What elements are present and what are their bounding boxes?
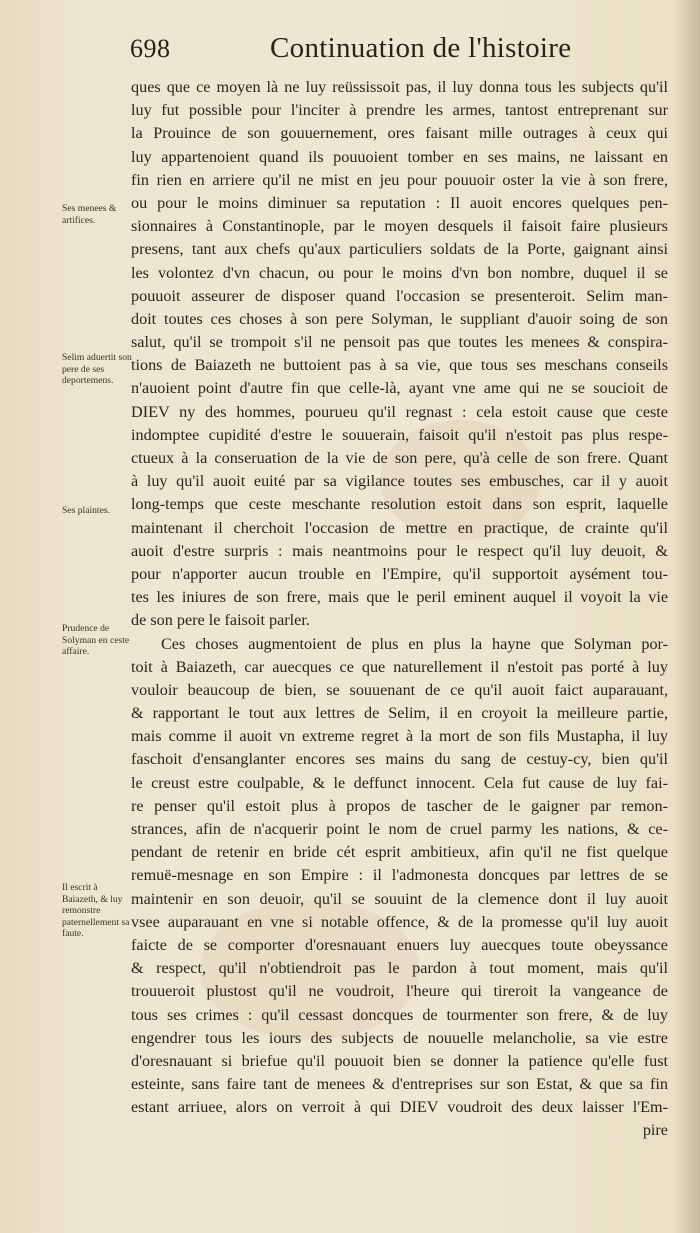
text-line: & respect, qu'il n'obtiendroit pas le pardon à tout moment, mais qu'il xyxy=(131,959,668,978)
text-line: maintenir en son deuoir, qu'il se souuint de la clemence dont il luy auoit xyxy=(131,889,668,908)
text-line: les volontez d'vn chacun, ou pour le moins d'vn bon nombre, duquel il se xyxy=(131,263,668,282)
text-line: n'auoient point d'autre fin que celle-là, ayant vne ame qui ne se soucioit de xyxy=(131,379,668,398)
text-line: luy fut possible pour l'inciter à prendre les armes, tantost entreprenant sur xyxy=(131,101,668,120)
text-line: estant arriuee, alors on verroit à qui DIEV voudroit des deux laisser l'Em- xyxy=(131,1098,668,1117)
running-title: Continuation de l'histoire xyxy=(270,32,572,64)
text-line: tes les iniures de son frere, mais que le peril eminent auquel il voyoit la vie xyxy=(131,588,668,607)
text-line: ou pour le moins diminuer sa reputation : Il auoit encores quelques pen- xyxy=(131,193,668,212)
margin-note: Ses menees & artifices. xyxy=(62,203,117,226)
margin-note: Il escrit à Baiazeth, & luy remonstre paternellement sa faute. xyxy=(62,882,130,939)
page-header xyxy=(130,34,675,74)
text-line: toit à Baiazeth, car auecques ce que naturellement il n'estoit pas porté à luy xyxy=(131,657,668,676)
text-line: à luy qu'il auoit euité par sa vigilance toutes ses embusches, car il y auoit xyxy=(131,472,668,491)
text-line: maintenant il cherchoit l'occasion de mettre en practique, de crainte qu'il xyxy=(131,518,668,537)
text-line: esteinte, sans faire tant de menees & d'entreprises sur son Estat, & que sa fin xyxy=(131,1075,668,1094)
margin-note: Selim aduertit son pere de ses deportemens. xyxy=(62,352,132,386)
text-line: presens, tant aux chefs qu'aux particuliers soldats de la Porte, gaignant ainsi xyxy=(131,240,668,259)
text-line: sionnaires à Constantinople, par le moyen desquels il faisoit faire plusieurs xyxy=(131,217,668,236)
text-line: fin rien en arriere qu'il ne mist en jeu pour pouuoir oster la vie à son frere, xyxy=(131,170,668,189)
text-line: mais comme il auoit vn extreme regret à la mort de son fils Mustapha, il luy xyxy=(131,727,668,746)
text-line: pouuoit asseurer de disposer quand l'occasion se presenteroit. Selim man- xyxy=(131,286,668,305)
text-line: tions de Baiazeth ne buttoient pas à sa vie, que tous ses meschans conseils xyxy=(131,356,668,375)
margin-notes xyxy=(0,0,130,1233)
margin-note: Prudence de Solyman en ceste affaire. xyxy=(62,623,130,657)
body-text xyxy=(131,76,668,1143)
page-number: 698 xyxy=(130,34,171,63)
text-line: vouloir beaucoup de bien, se souuenant de ce qu'il auoit faict auparauant, xyxy=(131,680,668,699)
text-line: de son pere le faisoit parler. xyxy=(131,611,310,630)
text-line: pendant de retenir en bride cét esprit ambitieux, afin qu'il ne fist quelque xyxy=(131,843,668,862)
text-line: trouueroit plustost qu'il ne voudroit, l'heure qui tireroit la vangeance de xyxy=(131,982,668,1001)
text-line: le creust estre coulpable, & le deffunct innocent. Cela fut cause de luy fai- xyxy=(131,773,668,792)
text-line: & rapportant le tout aux lettres de Selim, il en croyoit la meilleure partie, xyxy=(131,704,668,723)
text-line: pour n'apporter aucun trouble en l'Empire, qu'il supportoit aysément tou- xyxy=(131,564,668,583)
text-line: doit toutes ces choses à son pere Solyman, le suppliant d'auoir soing de son xyxy=(131,309,668,328)
margin-note: Ses plaintes. xyxy=(62,505,110,516)
text-line: vsee auparauant en vne si notable offence, & de la promesse qu'il luy auoit xyxy=(131,912,668,931)
text-line: faschoit d'ensanglanter encores ses mains du sang de cestuy-cy, bien qu'il xyxy=(131,750,668,769)
text-line: long-temps que ceste meschante resolution estoit dans son esprit, laquelle xyxy=(131,495,668,514)
text-line: ques que ce moyen là ne luy reüssissoit pas, il luy donna tous les subjects qu'il xyxy=(131,78,668,96)
text-line: d'oresnauant si briefue qu'il pouuoit bien se donner la patience qu'elle fust xyxy=(131,1051,668,1070)
text-line: la Prouince de son gouuernement, ores faisant mille outrages à ceux qui xyxy=(131,124,668,143)
text-line: indomptee cupidité d'estre le souuerain, faisoit qu'il n'estoit pas plus respe- xyxy=(131,425,668,444)
text-line: tous ses crimes : qu'il cessast doncques de tourmenter son frere, & de luy xyxy=(131,1005,668,1024)
text-line: salut, qu'il se trompoit s'il ne pensoit pas que toutes les menees & conspira- xyxy=(131,333,668,352)
text-line: auoit d'estre surpris : mais neantmoins pour le respect qu'il luy deuoit, & xyxy=(131,541,668,560)
text-line: engendrer tous les iours des subjects de nouuelle melancholie, sa vie estre xyxy=(131,1028,668,1047)
text-line: ctueux à la conseruation de la vie de son pere, qu'à celle de son frere. Quant xyxy=(131,449,668,467)
text-line: luy appartenoient quand ils pouuoient tomber en ses mains, ne laissant en xyxy=(131,147,668,166)
text-line: pire xyxy=(642,1121,668,1140)
text-line: DIEV ny des hommes, pourueu qu'il regnast : cela estoit cause que ceste xyxy=(131,402,668,421)
gutter-shadow xyxy=(674,0,700,1233)
text-line: remuë-mesnage en son Empire : il l'admonesta doncques par lettres de se xyxy=(131,866,668,885)
text-line: strances, afin de n'acquerir point le nom de cruel parmy les nations, & ce- xyxy=(131,820,668,838)
text-line: re penser qu'il estoit plus à propos de tascher de le gaigner par remon- xyxy=(131,796,668,815)
text-line: Ces choses augmentoient de plus en plus la hayne que Solyman por- xyxy=(161,634,668,653)
text-line: faicte de se comporter d'oresnauant enuers luy auecques toute obeyssance xyxy=(131,935,668,954)
